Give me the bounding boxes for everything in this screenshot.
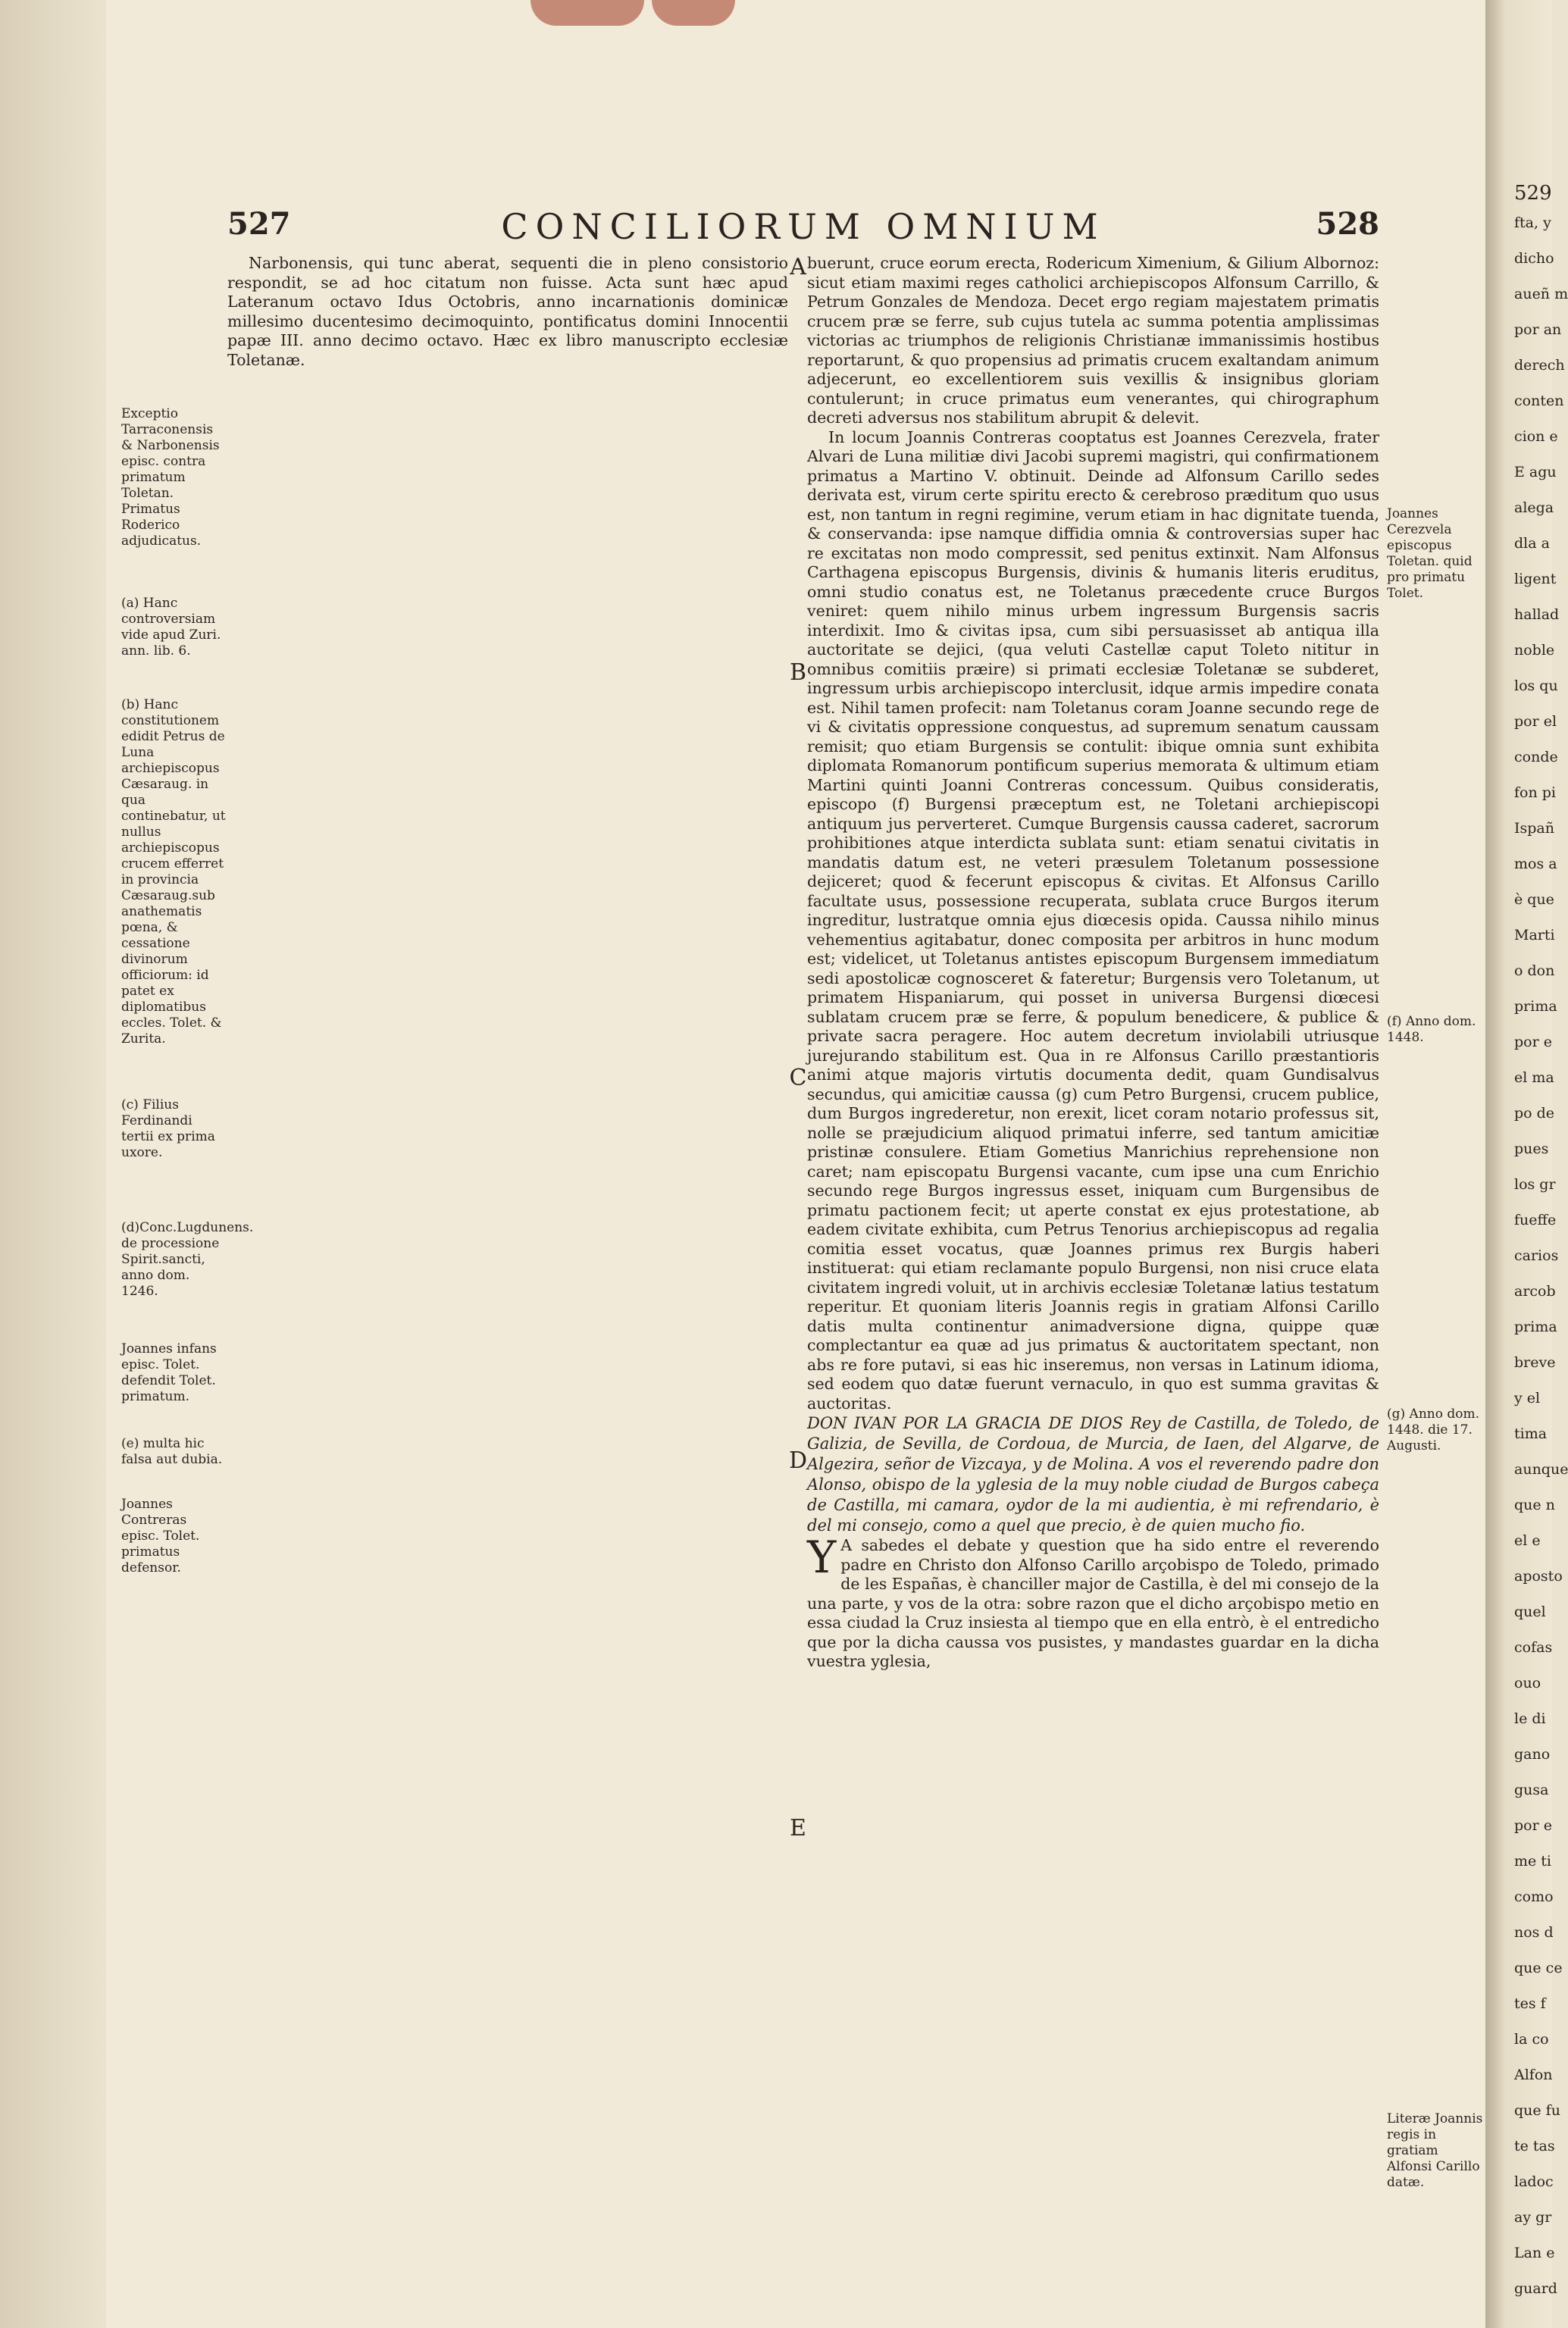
next-page-fragment: arcob — [1514, 1283, 1556, 1300]
next-page-fragment: por an — [1514, 321, 1562, 338]
next-page-fragment: cofas — [1514, 1639, 1553, 1656]
next-page-fragment: aposto — [1514, 1568, 1563, 1585]
next-page-fragment: ay gr — [1514, 2209, 1552, 2226]
next-page-fragment: hallad — [1514, 606, 1560, 623]
next-page-fragment: alega — [1514, 499, 1554, 516]
margin-note-exceptio: Exceptio Tarraconensis & Narbonensis episc. contra primatum Toletan. Primatus Roderico adjudicatus. — [121, 406, 220, 549]
next-page-fragment: carios — [1514, 1247, 1559, 1264]
letter-heading: DON IVAN POR LA GRACIA DE DIOS Rey de Castilla, de Toledo, de Galizia, de Sevilla, de Cordoua, de Murcia, de Iaen, del Algarve, de Algezira, señor de Vizcaya, y de Molina. A vos el reverendo padre don Alonso, obispo de la yglesia de la muy noble ciudad de Burgos cabeça de Castilla, mi camara, oydor de la mi audientia, è mi refrendario, è del mi consejo, como a quel que precio, è de quien mucho fio. — [807, 1414, 1379, 1535]
margin-note-a: (a) Hanc controversiam vide apud Zuri. ann. lib. 6. — [121, 596, 221, 659]
next-page-fragment: gano — [1514, 1746, 1551, 1763]
next-page-fragment: te tas — [1514, 2138, 1555, 2154]
next-page-fragment: me ti — [1514, 1853, 1552, 1870]
next-page-fragment: fon pi — [1514, 784, 1556, 801]
next-page-fragment: cion e — [1514, 428, 1558, 445]
margin-note-f: (f) Anno dom. 1448. — [1387, 1014, 1476, 1045]
next-page-fragment: aueñ m — [1514, 286, 1568, 302]
next-page-fragment: ladoc — [1514, 2173, 1554, 2190]
next-page-fragment: ouo — [1514, 1675, 1541, 1691]
letter-text: A sabedes el debate y question que ha sido entre el reverendo padre en Christo don Alfonso Carillo arçobispo de Toledo, primado de les Españas, è chanciller major de Castilla, è del mi consejo de la una parte, y vos de la otra: sobre razon que el dicho arçobispo metio en essa ciudad la Cruz insiesta al tiempo que en ella entrò, è el entredicho que por la dicha caussa vos pusistes, y mandastes guardar en la dicha vuestra yglesia, — [807, 1536, 1379, 1670]
text-column-left — [227, 254, 788, 370]
next-page-fragment: gusa — [1514, 1782, 1549, 1798]
next-page-edge — [1485, 0, 1568, 2328]
section-letter-a: A — [790, 254, 806, 280]
next-page-fragment: como — [1514, 1888, 1554, 1905]
margin-note-e: (e) multa hic falsa aut dubia. — [121, 1436, 223, 1467]
next-page-fragment: noble — [1514, 642, 1555, 659]
paragraph: buerunt, cruce eorum erecta, Rodericum Ximenium, & Gilium Albornoz: sicut etiam maximi reges catholici archiepiscopos Alfonsum Carrillo, & Petrum Gonzales de Mendoza. Decet ergo regiam majestatem primatis crucem præ se ferre, sub cujus tutela ac summa potentia amplissimas victorias ac triumphos de religionis Christianæ immanissimis hostibus reportarunt, & quo propensius ad primatis crucem exaltandam animum adjecerunt, eo excellentiorem suis vexillis & insignibus gloriam contulerunt; in cruce primatus eum venerantes, qui chirographum decreti adversus nos stabilitum abrupit & delevit. — [807, 254, 1379, 427]
section-letter-d: D — [788, 1447, 808, 1474]
next-page-fragment: E agu — [1514, 464, 1557, 480]
drop-cap: Y — [807, 1532, 837, 1583]
next-page-fragment: dla a — [1514, 535, 1550, 552]
binding-shadow — [0, 0, 106, 2328]
next-page-fragment: por e — [1514, 1817, 1552, 1834]
next-page-fragment: prima — [1514, 998, 1557, 1015]
next-page-fragment: fueffe — [1514, 1212, 1557, 1228]
section-letter-e: E — [790, 1815, 806, 1841]
section-letter-c: C — [789, 1065, 807, 1091]
margin-note-b: (b) Hanc constitutionem edidit Petrus de Luna archiepiscopus Cæsaraug. in qua continebatur, ut nullus archiepiscopus crucem efferret in provincia Cæsaraug.sub anathematis pœna, & cessatione divinorum officiorum: id patet ex diplomatibus eccles. Tolet. & Zurita. — [121, 697, 226, 1047]
next-page-fragment: è que — [1514, 891, 1554, 908]
next-page-fragment: ligent — [1514, 571, 1557, 587]
paragraph: Narbonensis, qui tunc aberat, sequenti die in pleno consistorio respondit, se ad hoc citatum non fuisse. Acta sunt hæc apud Lateranum octavo Idus Octobris, anno incarnationis dominicæ millesimo ducentesimo decimoquinto, pontificatus domini Innocentii papæ III. anno decimo octavo. Hæc ex libro manuscripto ecclesiæ Toletanæ. — [227, 254, 788, 369]
paragraph: In locum Joannis Contreras cooptatus est Joannes Cerezvela, frater Alvari de Luna militiæ divi Jacobi supremi magistri, qui confirmationem primatus a Martino V. obtinuit. Deinde ad Alfonsum Carillo sedes derivata est, virum certe spiritu erecto & cerebroso præditum quo usus est, non tantum in regni regimine, verum etiam in hac dignitate tuenda, & conservanda: ipse namque diffidia omnia & controversias super hac re excitatas non modo compressit, sed penitus extinxit. Nam Alfonsus Carthagena episcopus Burgensis, divinis & humanis literis eruditus, omni studio conatus est, ne Toletanus præcedente cruce Burgos veniret: quem nihilo minus urbem ingressum Burgensis sacris interdixit. Imo & civitas ipsa, cum sibi persuasisset ab antiqua illa auctoritate se dejici, (qua veluti Castellæ caput Toleto nititur in omnibus comitiis præire) si primati ecclesiæ Toletanæ se subderet, ingressum urbis archiepiscopo interclusit, idque armis impedire conata est. Nihil tamen profecit: nam Toletanus coram Joanne secundo rege de vi & civitatis oppressione conquestus, ad supremum senatum caussam remisit; quo etiam Burgensis se contulit: ibique omnia sunt exhibita diplomata Romanorum pontificum superius memorata & ultimum etiam Martini quinti Joanni Contreras concessum. Quibus consideratis, episcopo (f) Burgensi præceptum est, ne Toletani archiepiscopi antiquum jus perverteret. Cumque Burgensis caussa caderet, sacrorum prohibitiones atque interdicta sublata sunt: etiam senatui civitatis in mandatis datum est, ne veteri præsulem Toletanum possessione dejiceret; quod & fecerunt episcopus & civitas. Et Alfonsus Carillo facultate usus, possessione recuperata, sublata cruce Burgos iterum ingreditur, lustratque omnia ejus diœcesis opida. Caussa nihilo minus vehementius agitabatur, donec composita per arbitros in hunc modum est; videlicet, ut Toletanus antistes episcopum Burgensem immediatum sedi apostolicæ cognosceret & fateretur; Burgensis vero Toletanum, ut primatem Hispaniarum, qui posset in universa Burgensi diœcesi sublatam crucem præ se ferre, & populum benedicere, & publice & private sacra peragere. Hoc autem decretum inviolabili utriusque jurejurando stabilitum est. Qua in re Alfonsus Carillo præstantioris animi atque majoris virtutis documenta dedit, quam Gundisalvus secundus, qui amicitiæ caussa (g) cum Petro Burgensi, crucem publice, dum Burgos ingrederetur, non erexit, licet coram notario professus sit, nolle se præjudicium aliquod primatui inferre, sed tantum amicitiæ pristinæ consulere. Etiam Gometius Manrichius reprehensione non caret; nam episcopatu Burgensi vacante, cum ipse una cum Enrichio secundo rege Burgos ingressus esset, iniquam cum Burgensibus de primatu pactionem fecit; ut aperte constat ex ejus protestatione, ab eadem civitate exhibita, cum Petrus Tenorius archiepiscopus ad regalia comitia esset vocatus, quæ Joannes primus rex Burgis haberi instituerat: qui etiam reclamante populo Burgensi, non nisi cruce elata civitatem ingredi voluit, ut in archivis ecclesiæ Toletanæ latius testatum reperitur. Et quoniam literis Joannis regis in gratiam Alfonsi Carillo datis multa continentur animadversione digna, quippe quæ complectantur ea quæ ad jus primatus & auctoritatem spectant, non abs re fore putavi, si eas hic inseremus, non versas in Latinum idioma, sed eodem quo datæ fuerunt vernaculo, in quo est summa gravitas & auctoritas. — [807, 427, 1379, 1413]
text-column-right — [807, 254, 1379, 1672]
finger-shadow — [652, 0, 735, 26]
next-page-fragment: tima — [1514, 1425, 1548, 1442]
next-page-fragment: que n — [1514, 1497, 1555, 1513]
next-page-fragment: breve — [1514, 1354, 1556, 1371]
margin-note-joannes-infans: Joannes infans episc. Tolet. defendit Tolet. primatum. — [121, 1341, 217, 1404]
next-page-fragment: nos d — [1514, 1924, 1554, 1941]
running-header — [227, 206, 1379, 252]
next-page-fragment: los gr — [1514, 1176, 1556, 1193]
margin-note-contreras: Joannes Contreras episc. Tolet. primatus defensor. — [121, 1497, 200, 1575]
next-page-fragment: por e — [1514, 1034, 1552, 1050]
next-page-fragment: el e — [1514, 1532, 1541, 1549]
next-page-fragment: aunque — [1514, 1461, 1568, 1478]
next-page-fragment: o don — [1514, 962, 1555, 979]
margin-note-literae: Literæ Joannis regis in gratiam Alfonsi Carillo datæ. — [1387, 2111, 1483, 2190]
next-page-fragment: pues — [1514, 1141, 1549, 1157]
next-page-fragment: Lan e — [1514, 2245, 1555, 2261]
next-page-fragment: tes f — [1514, 1995, 1546, 2012]
next-page-fragment: quel — [1514, 1604, 1546, 1620]
next-page-fragment: prima — [1514, 1319, 1557, 1335]
page-number-right: 528 — [1316, 206, 1379, 242]
next-page-fragment: el ma — [1514, 1069, 1554, 1086]
finger-shadow — [530, 0, 644, 26]
margin-note-d: (d)Conc.Lugdunens. de processione Spirit.sancti, anno dom. 1246. — [121, 1220, 254, 1299]
next-page-fragment: fta, y — [1514, 214, 1551, 231]
next-page-fragment: conde — [1514, 749, 1558, 765]
next-page-fragment: por el — [1514, 713, 1557, 730]
next-page-fragment: que fu — [1514, 2102, 1560, 2119]
next-page-fragment: guard — [1514, 2280, 1557, 2297]
next-page-fragment: po de — [1514, 1105, 1555, 1122]
next-page-fragment: Alfon — [1514, 2067, 1553, 2083]
next-page-fragment: la co — [1514, 2031, 1549, 2048]
margin-note-c: (c) Filius Ferdinandi tertii ex prima uxore. — [121, 1097, 215, 1160]
section-letter-b: B — [789, 659, 807, 686]
margin-note-cerezvela: Joannes Cerezvela episcopus Toletan. quid pro primatu Tolet. — [1387, 506, 1473, 601]
page-number-left: 527 — [227, 206, 291, 242]
running-title: CONCILIORUM OMNIUM — [501, 206, 1106, 247]
next-page-fragment: Ispañ — [1514, 820, 1554, 837]
next-page-fragment: conten — [1514, 393, 1564, 409]
next-page-fragment: y el — [1514, 1390, 1541, 1406]
margin-note-g: (g) Anno dom. 1448. die 17. Augusti. — [1387, 1406, 1480, 1453]
letter-body — [807, 1532, 1379, 1672]
next-page-fragment: le di — [1514, 1710, 1546, 1727]
next-page-fragment: dicho — [1514, 250, 1554, 267]
next-page-fragment: derech — [1514, 357, 1565, 374]
next-page-fragment: 529 — [1514, 182, 1552, 205]
next-page-fragment: Marti — [1514, 927, 1555, 943]
next-page-fragment: mos a — [1514, 856, 1557, 872]
next-page-fragment: que ce — [1514, 1960, 1563, 1976]
next-page-fragment: los qu — [1514, 677, 1558, 694]
